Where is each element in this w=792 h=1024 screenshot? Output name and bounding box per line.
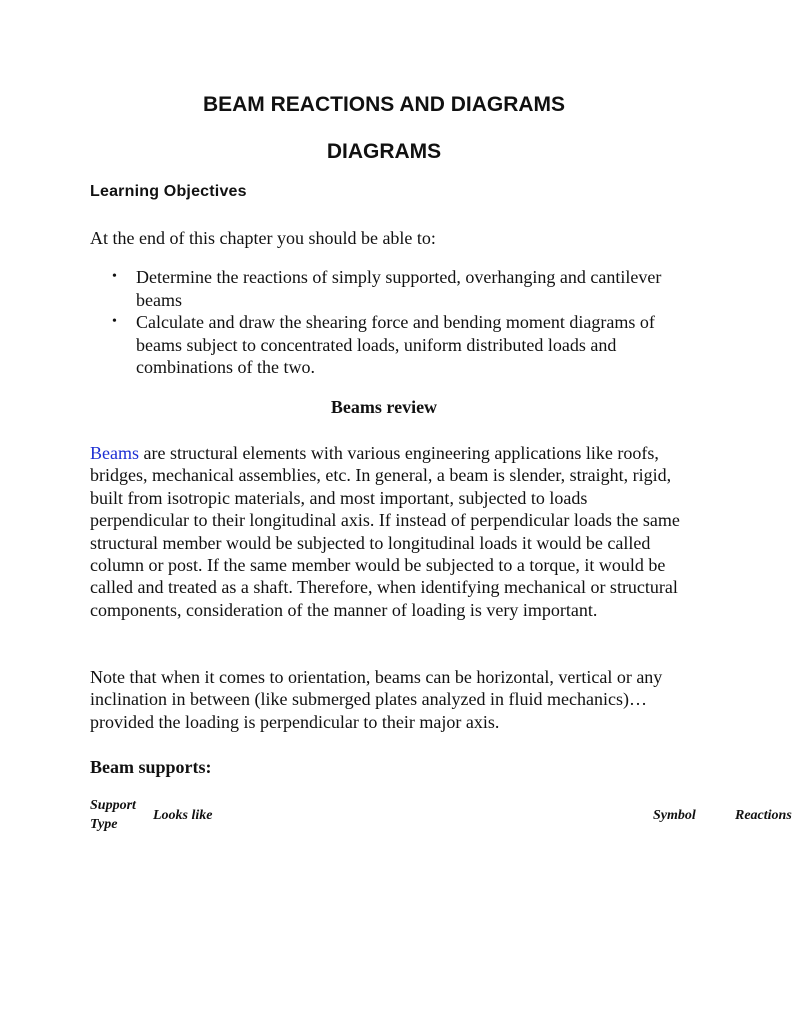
bullet-icon: • — [112, 314, 117, 329]
list-item-text: Determine the reactions of simply supported, overhanging and cantilever beams — [136, 267, 662, 310]
beams-link[interactable]: Beams — [90, 443, 139, 463]
bullet-icon: • — [112, 269, 117, 284]
objectives-intro: At the end of this chapter you should be able to: — [90, 228, 436, 248]
list-item — [90, 266, 690, 311]
document-subtitle: DIAGRAMS — [326, 140, 442, 163]
column-header-looks-like: Looks like — [153, 808, 213, 823]
document-title: BEAM REACTIONS AND DIAGRAMS — [202, 93, 566, 116]
list-item — [90, 311, 690, 379]
column-header-symbol: Symbol — [653, 808, 696, 823]
column-header-support-type: Support Type — [90, 798, 136, 832]
objectives-list — [90, 266, 690, 379]
beams-review-heading: Beams review — [330, 397, 438, 417]
beams-paragraph-1 — [90, 442, 690, 621]
beams-paragraph-2: Note that when it comes to orientation, beams can be horizontal, vertical or any inclination in between (like submerged plates analyzed in fluid mechanics)… provided the loading is perpendicular to their major axis. — [90, 667, 663, 732]
learning-objectives-heading: Learning Objectives — [90, 183, 247, 200]
beams-paragraph-1-text: are structural elements with various engineering applications like roofs, bridges, mechanical assemblies, etc. In general, a beam is slender, straight, rigid, built from isotropic materials, and most important, subjected to loads perpendicular to their longitudinal axis. If instead of perpendicular loads the same structural member would be subjected to longitudinal loads it would be called column or post. If the same member would be subjected to a torque, it would be called and treated as a shaft. Therefore, when identifying mechanical or structural components, consideration of the manner of loading is very important. — [90, 443, 680, 620]
list-item-text: Calculate and draw the shearing force and bending moment diagrams of beams subject to concentrated loads, uniform distributed loads and combinations of the two. — [136, 312, 655, 377]
beam-supports-heading: Beam supports: — [90, 757, 212, 777]
column-header-reactions: Reactions — [735, 808, 792, 823]
